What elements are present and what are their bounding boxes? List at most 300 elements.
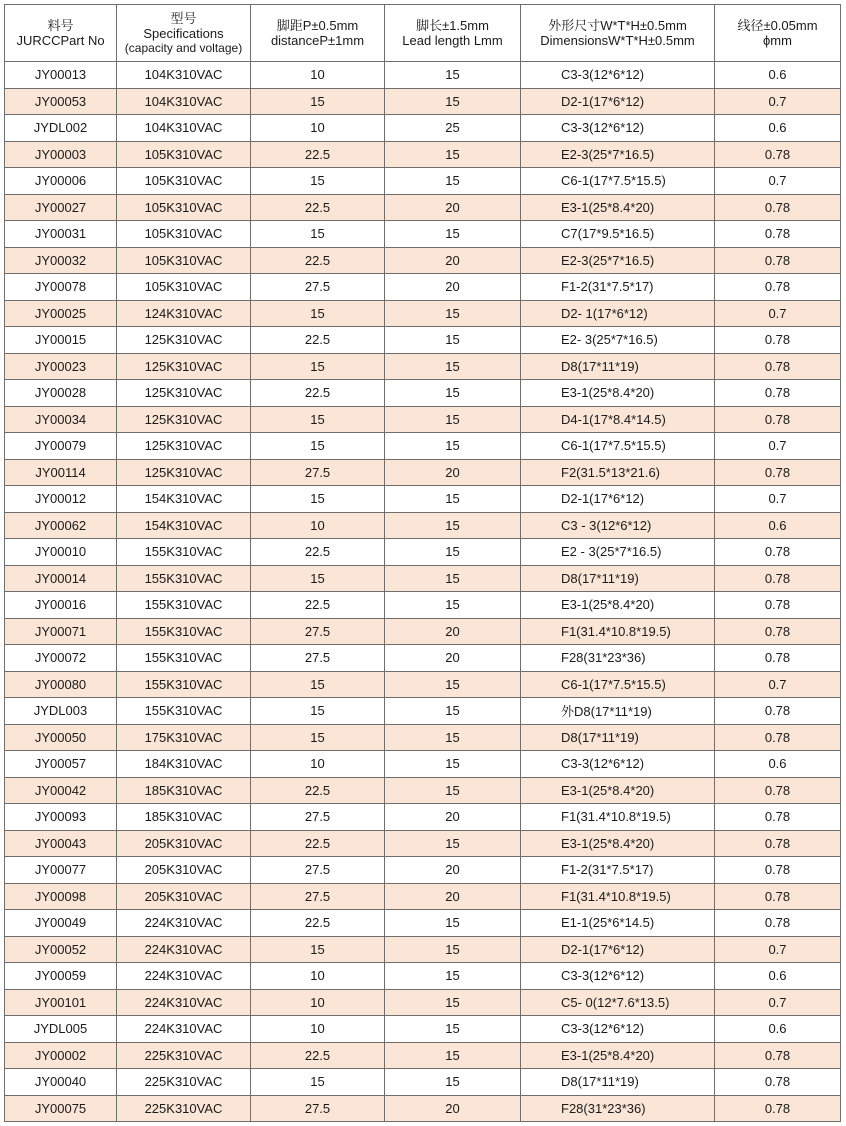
cell-part-no: JY00042 <box>5 777 117 804</box>
cell-specification: 104K310VAC <box>117 88 251 115</box>
cell-specification: 225K310VAC <box>117 1042 251 1069</box>
cell-dimensions: F1(31.4*10.8*19.5) <box>521 804 715 831</box>
cell-dimensions: C7(17*9.5*16.5) <box>521 221 715 248</box>
cell-specification: 225K310VAC <box>117 1069 251 1096</box>
table-row <box>5 1016 841 1043</box>
table-row <box>5 274 841 301</box>
cell-lead-length: 25 <box>385 115 521 142</box>
table-row <box>5 115 841 142</box>
cell-dimensions: D8(17*11*19) <box>521 353 715 380</box>
cell-pitch: 22.5 <box>251 327 385 354</box>
header-dimensions-en: DimensionsW*T*H±0.5mm <box>540 33 695 48</box>
cell-specification: 224K310VAC <box>117 1016 251 1043</box>
cell-lead-length: 20 <box>385 459 521 486</box>
cell-part-no: JY00034 <box>5 406 117 433</box>
header-specifications-en: Specifications <box>143 25 224 41</box>
table-row <box>5 433 841 460</box>
cell-pitch: 15 <box>251 221 385 248</box>
cell-specification: 205K310VAC <box>117 830 251 857</box>
cell-pitch: 22.5 <box>251 194 385 221</box>
table-row <box>5 353 841 380</box>
cell-pitch: 15 <box>251 936 385 963</box>
header-pitch-cn: 脚距P±0.5mm <box>276 18 359 33</box>
table-row <box>5 486 841 513</box>
cell-lead-length: 20 <box>385 645 521 672</box>
cell-specification: 175K310VAC <box>117 724 251 751</box>
cell-lead-length: 15 <box>385 141 521 168</box>
table-row <box>5 698 841 725</box>
cell-dimensions: E3-1(25*8.4*20) <box>521 830 715 857</box>
cell-pitch: 15 <box>251 1069 385 1096</box>
cell-wire-diameter: 0.78 <box>715 353 841 380</box>
table-row <box>5 645 841 672</box>
cell-specification: 155K310VAC <box>117 565 251 592</box>
cell-wire-diameter: 0.7 <box>715 989 841 1016</box>
cell-dimensions: D8(17*11*19) <box>521 565 715 592</box>
cell-specification: 224K310VAC <box>117 910 251 937</box>
cell-specification: 205K310VAC <box>117 883 251 910</box>
table-row <box>5 141 841 168</box>
cell-specification: 105K310VAC <box>117 247 251 274</box>
cell-part-no: JY00059 <box>5 963 117 990</box>
cell-dimensions: D8(17*11*19) <box>521 1069 715 1096</box>
cell-dimensions: C6-1(17*7.5*15.5) <box>521 168 715 195</box>
table-row <box>5 830 841 857</box>
cell-specification: 105K310VAC <box>117 274 251 301</box>
cell-pitch: 10 <box>251 512 385 539</box>
cell-lead-length: 15 <box>385 406 521 433</box>
cell-part-no: JY00057 <box>5 751 117 778</box>
cell-part-no: JY00006 <box>5 168 117 195</box>
cell-dimensions: 外D8(17*11*19) <box>521 698 715 725</box>
cell-part-no: JY00010 <box>5 539 117 566</box>
cell-pitch: 27.5 <box>251 645 385 672</box>
cell-lead-length: 15 <box>385 910 521 937</box>
table-row <box>5 804 841 831</box>
cell-wire-diameter: 0.7 <box>715 168 841 195</box>
cell-lead-length: 20 <box>385 1095 521 1122</box>
table-row <box>5 724 841 751</box>
cell-lead-length: 20 <box>385 247 521 274</box>
cell-pitch: 27.5 <box>251 274 385 301</box>
cell-wire-diameter: 0.78 <box>715 592 841 619</box>
header-row <box>5 5 841 62</box>
cell-dimensions: F1-2(31*7.5*17) <box>521 274 715 301</box>
cell-pitch: 15 <box>251 698 385 725</box>
cell-pitch: 10 <box>251 115 385 142</box>
cell-part-no: JY00031 <box>5 221 117 248</box>
table-row <box>5 247 841 274</box>
cell-wire-diameter: 0.6 <box>715 751 841 778</box>
cell-wire-diameter: 0.6 <box>715 115 841 142</box>
cell-pitch: 22.5 <box>251 1042 385 1069</box>
cell-pitch: 27.5 <box>251 618 385 645</box>
cell-wire-diameter: 0.78 <box>715 1069 841 1096</box>
cell-specification: 224K310VAC <box>117 963 251 990</box>
table-row <box>5 88 841 115</box>
cell-wire-diameter: 0.7 <box>715 433 841 460</box>
cell-specification: 154K310VAC <box>117 512 251 539</box>
cell-lead-length: 15 <box>385 539 521 566</box>
cell-pitch: 10 <box>251 1016 385 1043</box>
cell-wire-diameter: 0.78 <box>715 883 841 910</box>
cell-specification: 185K310VAC <box>117 777 251 804</box>
cell-pitch: 22.5 <box>251 539 385 566</box>
cell-dimensions: E3-1(25*8.4*20) <box>521 777 715 804</box>
cell-wire-diameter: 0.78 <box>715 777 841 804</box>
header-lead-length <box>385 5 521 62</box>
header-lead-length-cn: 脚长±1.5mm <box>416 18 489 33</box>
cell-wire-diameter: 0.78 <box>715 1042 841 1069</box>
cell-wire-diameter: 0.78 <box>715 194 841 221</box>
header-part-no <box>5 5 117 62</box>
cell-dimensions: C3-3(12*6*12) <box>521 62 715 89</box>
cell-dimensions: D2-1(17*6*12) <box>521 88 715 115</box>
cell-part-no: JY00071 <box>5 618 117 645</box>
cell-lead-length: 15 <box>385 327 521 354</box>
cell-dimensions: C3-3(12*6*12) <box>521 751 715 778</box>
cell-pitch: 15 <box>251 565 385 592</box>
cell-lead-length: 15 <box>385 380 521 407</box>
cell-wire-diameter: 0.78 <box>715 830 841 857</box>
cell-dimensions: C3-3(12*6*12) <box>521 115 715 142</box>
header-pitch <box>251 5 385 62</box>
cell-part-no: JY00078 <box>5 274 117 301</box>
cell-part-no: JY00032 <box>5 247 117 274</box>
cell-part-no: JY00072 <box>5 645 117 672</box>
cell-dimensions: E2- 3(25*7*16.5) <box>521 327 715 354</box>
cell-lead-length: 15 <box>385 168 521 195</box>
cell-wire-diameter: 0.6 <box>715 1016 841 1043</box>
cell-lead-length: 15 <box>385 300 521 327</box>
cell-specification: 184K310VAC <box>117 751 251 778</box>
cell-specification: 224K310VAC <box>117 936 251 963</box>
table-row <box>5 406 841 433</box>
cell-pitch: 22.5 <box>251 830 385 857</box>
table-header <box>5 5 841 62</box>
cell-dimensions: E2-3(25*7*16.5) <box>521 141 715 168</box>
header-specifications <box>117 5 251 62</box>
cell-pitch: 10 <box>251 62 385 89</box>
cell-dimensions: C3-3(12*6*12) <box>521 1016 715 1043</box>
cell-lead-length: 15 <box>385 512 521 539</box>
cell-specification: 125K310VAC <box>117 327 251 354</box>
cell-specification: 125K310VAC <box>117 433 251 460</box>
cell-specification: 125K310VAC <box>117 380 251 407</box>
cell-wire-diameter: 0.78 <box>715 857 841 884</box>
cell-part-no: JY00013 <box>5 62 117 89</box>
cell-wire-diameter: 0.78 <box>715 327 841 354</box>
cell-lead-length: 20 <box>385 883 521 910</box>
cell-lead-length: 15 <box>385 1069 521 1096</box>
cell-lead-length: 15 <box>385 777 521 804</box>
cell-part-no: JY00016 <box>5 592 117 619</box>
cell-lead-length: 15 <box>385 671 521 698</box>
table-row <box>5 221 841 248</box>
cell-specification: 155K310VAC <box>117 539 251 566</box>
cell-pitch: 15 <box>251 406 385 433</box>
header-dimensions-cn: 外形尺寸W*T*H±0.5mm <box>548 18 687 33</box>
cell-lead-length: 15 <box>385 1016 521 1043</box>
header-wire-diameter-cn: 线径±0.05mm <box>737 18 818 33</box>
cell-specification: 125K310VAC <box>117 353 251 380</box>
cell-wire-diameter: 0.78 <box>715 406 841 433</box>
cell-wire-diameter: 0.78 <box>715 1095 841 1122</box>
cell-pitch: 22.5 <box>251 247 385 274</box>
cell-wire-diameter: 0.78 <box>715 221 841 248</box>
cell-dimensions: E1-1(25*6*14.5) <box>521 910 715 937</box>
cell-lead-length: 15 <box>385 989 521 1016</box>
cell-lead-length: 15 <box>385 751 521 778</box>
cell-part-no: JY00114 <box>5 459 117 486</box>
cell-dimensions: C3 - 3(12*6*12) <box>521 512 715 539</box>
cell-pitch: 10 <box>251 989 385 1016</box>
cell-pitch: 27.5 <box>251 883 385 910</box>
table-row <box>5 883 841 910</box>
table-row <box>5 300 841 327</box>
table-body <box>5 62 841 1122</box>
cell-part-no: JY00040 <box>5 1069 117 1096</box>
cell-part-no: JYDL005 <box>5 1016 117 1043</box>
cell-wire-diameter: 0.78 <box>715 141 841 168</box>
cell-lead-length: 20 <box>385 618 521 645</box>
cell-dimensions: D2- 1(17*6*12) <box>521 300 715 327</box>
cell-lead-length: 15 <box>385 565 521 592</box>
cell-specification: 225K310VAC <box>117 1095 251 1122</box>
cell-dimensions: F1-2(31*7.5*17) <box>521 857 715 884</box>
cell-dimensions: F1(31.4*10.8*19.5) <box>521 883 715 910</box>
cell-part-no: JY00080 <box>5 671 117 698</box>
cell-lead-length: 15 <box>385 486 521 513</box>
cell-pitch: 15 <box>251 671 385 698</box>
cell-part-no: JY00023 <box>5 353 117 380</box>
cell-pitch: 22.5 <box>251 380 385 407</box>
table-row <box>5 62 841 89</box>
table-row <box>5 194 841 221</box>
table-row <box>5 459 841 486</box>
cell-lead-length: 20 <box>385 857 521 884</box>
table-row <box>5 1069 841 1096</box>
cell-wire-diameter: 0.7 <box>715 671 841 698</box>
cell-specification: 205K310VAC <box>117 857 251 884</box>
cell-pitch: 10 <box>251 963 385 990</box>
cell-pitch: 15 <box>251 353 385 380</box>
cell-specification: 224K310VAC <box>117 989 251 1016</box>
cell-lead-length: 15 <box>385 62 521 89</box>
cell-specification: 104K310VAC <box>117 115 251 142</box>
cell-pitch: 27.5 <box>251 857 385 884</box>
cell-dimensions: F1(31.4*10.8*19.5) <box>521 618 715 645</box>
cell-specification: 125K310VAC <box>117 406 251 433</box>
cell-wire-diameter: 0.78 <box>715 247 841 274</box>
cell-lead-length: 20 <box>385 804 521 831</box>
cell-pitch: 15 <box>251 88 385 115</box>
cell-part-no: JY00077 <box>5 857 117 884</box>
cell-pitch: 22.5 <box>251 141 385 168</box>
cell-part-no: JYDL003 <box>5 698 117 725</box>
cell-pitch: 15 <box>251 724 385 751</box>
cell-part-no: JY00014 <box>5 565 117 592</box>
cell-part-no: JY00012 <box>5 486 117 513</box>
header-lead-length-en: Lead length Lmm <box>402 33 503 48</box>
table-row <box>5 168 841 195</box>
cell-dimensions: C6-1(17*7.5*15.5) <box>521 671 715 698</box>
table-row <box>5 777 841 804</box>
cell-wire-diameter: 0.6 <box>715 512 841 539</box>
cell-wire-diameter: 0.78 <box>715 698 841 725</box>
table-row <box>5 989 841 1016</box>
capacitor-spec-table <box>4 4 841 1122</box>
cell-pitch: 15 <box>251 168 385 195</box>
table-row <box>5 512 841 539</box>
cell-wire-diameter: 0.78 <box>715 380 841 407</box>
cell-part-no: JY00043 <box>5 830 117 857</box>
cell-specification: 105K310VAC <box>117 194 251 221</box>
cell-lead-length: 15 <box>385 221 521 248</box>
cell-lead-length: 15 <box>385 724 521 751</box>
cell-lead-length: 20 <box>385 274 521 301</box>
header-wire-diameter-en: ϕmm <box>763 33 792 48</box>
table-row <box>5 539 841 566</box>
header-part-no-en: JURCCPart No <box>16 33 105 48</box>
cell-pitch: 22.5 <box>251 910 385 937</box>
cell-lead-length: 15 <box>385 963 521 990</box>
cell-specification: 154K310VAC <box>117 486 251 513</box>
cell-dimensions: C5- 0(12*7.6*13.5) <box>521 989 715 1016</box>
table-row <box>5 327 841 354</box>
cell-part-no: JY00101 <box>5 989 117 1016</box>
cell-lead-length: 15 <box>385 88 521 115</box>
cell-wire-diameter: 0.7 <box>715 936 841 963</box>
table-row <box>5 963 841 990</box>
cell-part-no: JY00049 <box>5 910 117 937</box>
cell-lead-length: 15 <box>385 1042 521 1069</box>
cell-part-no: JY00079 <box>5 433 117 460</box>
table-row <box>5 618 841 645</box>
cell-dimensions: F2(31.5*13*21.6) <box>521 459 715 486</box>
cell-dimensions: E3-1(25*8.4*20) <box>521 380 715 407</box>
cell-part-no: JY00053 <box>5 88 117 115</box>
header-pitch-en: distanceP±1mm <box>270 33 365 48</box>
cell-dimensions: D4-1(17*8.4*14.5) <box>521 406 715 433</box>
header-wire-diameter <box>715 5 841 62</box>
cell-specification: 124K310VAC <box>117 300 251 327</box>
header-dimensions <box>521 5 715 62</box>
cell-dimensions: E3-1(25*8.4*20) <box>521 1042 715 1069</box>
cell-specification: 104K310VAC <box>117 62 251 89</box>
cell-wire-diameter: 0.7 <box>715 486 841 513</box>
table-row <box>5 592 841 619</box>
cell-lead-length: 15 <box>385 433 521 460</box>
table-row <box>5 671 841 698</box>
cell-pitch: 22.5 <box>251 777 385 804</box>
cell-part-no: JYDL002 <box>5 115 117 142</box>
table-row <box>5 910 841 937</box>
table-row <box>5 857 841 884</box>
cell-wire-diameter: 0.6 <box>715 62 841 89</box>
cell-wire-diameter: 0.78 <box>715 539 841 566</box>
cell-specification: 105K310VAC <box>117 221 251 248</box>
cell-pitch: 15 <box>251 486 385 513</box>
cell-wire-diameter: 0.7 <box>715 88 841 115</box>
cell-dimensions: E2 - 3(25*7*16.5) <box>521 539 715 566</box>
cell-pitch: 10 <box>251 751 385 778</box>
cell-pitch: 15 <box>251 433 385 460</box>
cell-specification: 155K310VAC <box>117 618 251 645</box>
cell-pitch: 27.5 <box>251 1095 385 1122</box>
cell-wire-diameter: 0.78 <box>715 910 841 937</box>
cell-specification: 185K310VAC <box>117 804 251 831</box>
cell-lead-length: 15 <box>385 936 521 963</box>
header-specifications-note: (capacity and voltage) <box>124 40 243 55</box>
cell-wire-diameter: 0.78 <box>715 804 841 831</box>
cell-wire-diameter: 0.78 <box>715 565 841 592</box>
cell-specification: 105K310VAC <box>117 168 251 195</box>
cell-dimensions: E3-1(25*8.4*20) <box>521 194 715 221</box>
cell-part-no: JY00075 <box>5 1095 117 1122</box>
cell-wire-diameter: 0.7 <box>715 300 841 327</box>
cell-part-no: JY00002 <box>5 1042 117 1069</box>
cell-dimensions: F28(31*23*36) <box>521 1095 715 1122</box>
cell-wire-diameter: 0.78 <box>715 724 841 751</box>
cell-dimensions: F28(31*23*36) <box>521 645 715 672</box>
cell-dimensions: D2-1(17*6*12) <box>521 936 715 963</box>
cell-specification: 155K310VAC <box>117 592 251 619</box>
cell-wire-diameter: 0.78 <box>715 274 841 301</box>
table-row <box>5 936 841 963</box>
cell-part-no: JY00093 <box>5 804 117 831</box>
cell-specification: 155K310VAC <box>117 645 251 672</box>
cell-wire-diameter: 0.6 <box>715 963 841 990</box>
table-row <box>5 751 841 778</box>
cell-part-no: JY00028 <box>5 380 117 407</box>
cell-pitch: 22.5 <box>251 592 385 619</box>
cell-part-no: JY00052 <box>5 936 117 963</box>
cell-dimensions: E2-3(25*7*16.5) <box>521 247 715 274</box>
cell-dimensions: D2-1(17*6*12) <box>521 486 715 513</box>
cell-pitch: 27.5 <box>251 459 385 486</box>
cell-part-no: JY00098 <box>5 883 117 910</box>
cell-lead-length: 15 <box>385 353 521 380</box>
cell-dimensions: E3-1(25*8.4*20) <box>521 592 715 619</box>
cell-part-no: JY00027 <box>5 194 117 221</box>
cell-specification: 155K310VAC <box>117 698 251 725</box>
cell-wire-diameter: 0.78 <box>715 645 841 672</box>
table-row <box>5 1042 841 1069</box>
table-row <box>5 1095 841 1122</box>
cell-dimensions: C3-3(12*6*12) <box>521 963 715 990</box>
cell-pitch: 27.5 <box>251 804 385 831</box>
cell-part-no: JY00050 <box>5 724 117 751</box>
cell-dimensions: C6-1(17*7.5*15.5) <box>521 433 715 460</box>
cell-part-no: JY00062 <box>5 512 117 539</box>
cell-specification: 125K310VAC <box>117 459 251 486</box>
header-specifications-cn: 型号 <box>170 10 197 26</box>
cell-specification: 105K310VAC <box>117 141 251 168</box>
cell-dimensions: D8(17*11*19) <box>521 724 715 751</box>
table-row <box>5 565 841 592</box>
cell-lead-length: 20 <box>385 194 521 221</box>
spec-table-container <box>4 4 840 1122</box>
cell-pitch: 15 <box>251 300 385 327</box>
cell-lead-length: 15 <box>385 830 521 857</box>
cell-wire-diameter: 0.78 <box>715 618 841 645</box>
cell-part-no: JY00025 <box>5 300 117 327</box>
cell-lead-length: 15 <box>385 592 521 619</box>
header-part-no-cn: 料号 <box>47 18 74 33</box>
cell-part-no: JY00003 <box>5 141 117 168</box>
cell-part-no: JY00015 <box>5 327 117 354</box>
